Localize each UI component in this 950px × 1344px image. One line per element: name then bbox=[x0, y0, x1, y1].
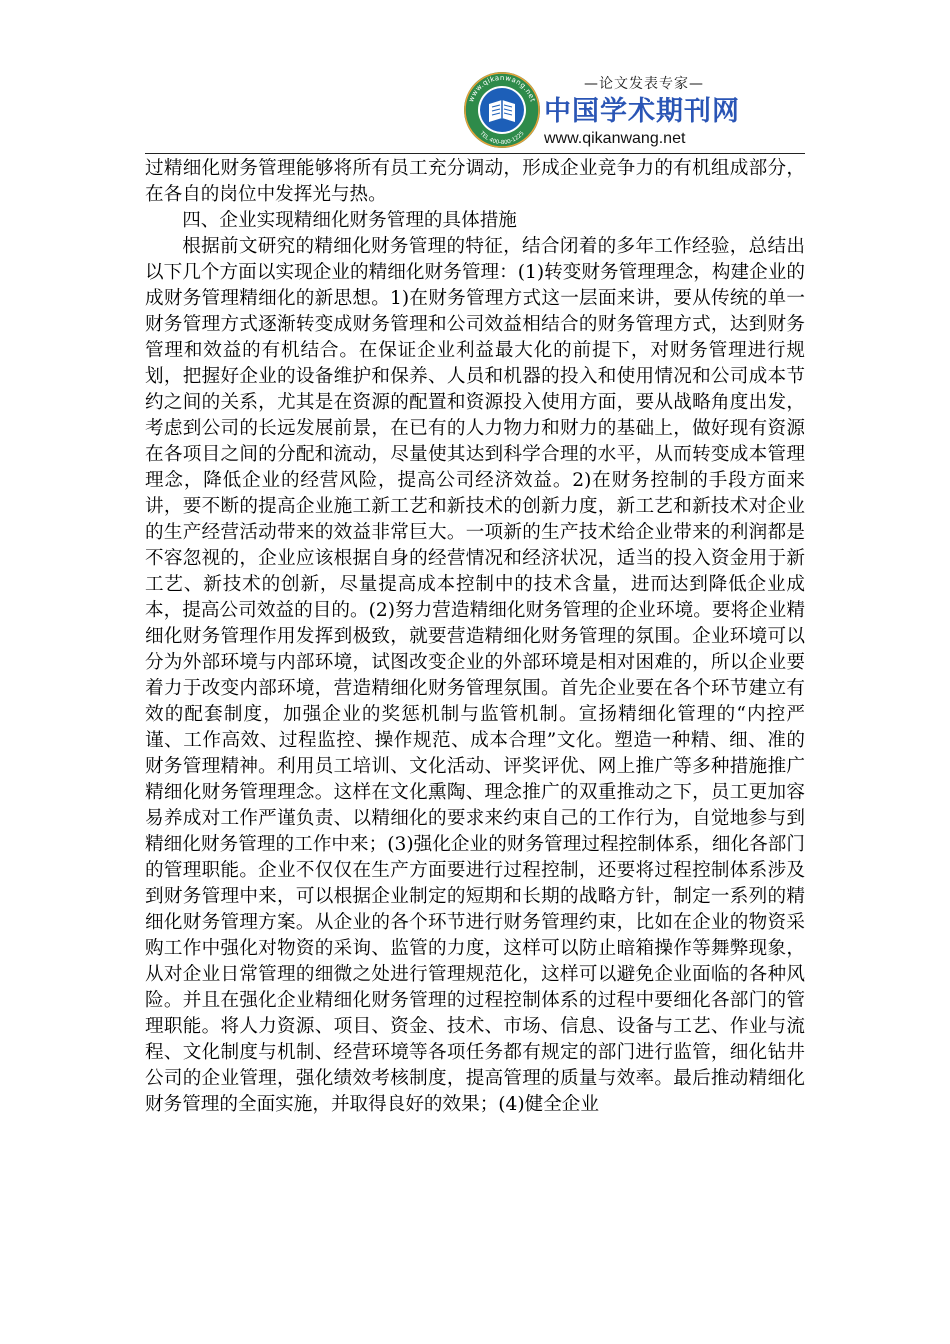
logo-ring-tel: TEL 400-800-1225 bbox=[478, 130, 526, 147]
paragraph-continuation: 过精细化财务管理能够将所有员工充分调动，形成企业竞争力的有机组成部分，在各自的岗位中发挥光与热。 bbox=[145, 158, 805, 205]
site-logo bbox=[462, 70, 542, 150]
svg-text:TEL 400-800-1225 bbox=[478, 130, 526, 146]
logo-ring-url: www.qikanwang.net bbox=[467, 73, 537, 104]
section-heading: 四、企业实现精细化财务管理的具体措施 bbox=[182, 210, 517, 231]
logo-ring-text bbox=[462, 70, 542, 150]
page-header bbox=[0, 0, 950, 155]
paragraph-measures: 根据前文研究的精细化财务管理的特征，结合闭着的多年工作经验，总结出以下几个方面以实现企业的精细化财务管理：(1)转变财务管理理念，构建企业的成财务管理精细化的新思想。1)在财务管理方式这一层面来讲，要从传统的单一财务管理方式逐渐转变成财务管理和公司效益相结合的财务管理方式，达到财务管理和效益的有机结合。在保证企业利益最大化的前提下，对财务管理进行规划，把握好企业的设备维护和保养、人员和机器的投入和使用情况和公司成本节约之间的关系，尤其是在资源的配置和资源投入使用方面，要从战略角度出发，考虑到公司的长远发展前景，在已有的人力物力和财力的基础上，做好现有资源在各项目之间的分配和流动，尽量使其达到科学合理的水平，从而转变成本管理理念，降低企业的经营风险，提高公司经济效益。2)在财务控制的手段方面来讲，要不断的提高企业施工新工艺和新技术的创新力度，新工艺和新技术对企业的生产经营活动带来的效益非常巨大。一项新的生产技术给企业带来的利润都是不容忽视的，企业应该根据自身的经营情况和经济状况，适当的投入资金用于新工艺、新技术的创新，尽量提高成本控制中的技术含量，进而达到降低企业成本，提高公司效益的目的。(2)努力营造精细化财务管理的企业环境。要将企业精细化财务管理作用发挥到极致，就要营造精细化财务管理的氛围。企业环境可以分为外部环境与内部环境，试图改变企业的外部环境是相对困难的，所以企业要着力于改变内部环境，营造精细化财务管理氛围。首先企业要在各个环节建立有效的配套制度，加强企业的奖惩机制与监管机制。宣扬精细化管理的“内控严谨、工作高效、过程监控、操作规范、成本合理”文化。塑造一种精、细、准的财务管理精神。利用员工培训、文化活动、评奖评优、网上推广等多种措施推广精细化财务管理理念。这样在文化熏陶、理念推广的双重推动之下，员工更加容易养成对工作严谨负责、以精细化的要求来约束自己的工作行为，自觉地参与到精细化财务管理的工作中来；(3)强化企业的财务管理过程控制体系，细化各部门的管理职能。企业不仅仅在生产方面要进行过程控制，还要将过程控制体系涉及到财务管理中来，可以根据企业制定的短期和长期的战略方针，制定一系列的精细化财务管理方案。从企业的各个环节进行财务管理约束，比如在企业的物资采购工作中强化对物资的采询、监管的力度，这样可以防止暗箱操作等舞弊现象，从对企业日常管理的细微之处进行管理规范化，这样可以避免企业面临的各种风险。并且在强化企业精细化财务管理的过程控制体系的过程中要细化各部门的管理职能。将人力资源、项目、资金、技术、市场、信息、设备与工艺、作业与流程、文化制度与机制、经营环境等各项任务都有规定的部门进行监管，细化钻井公司的企业管理，强化绩效考核制度，提高管理的质量与效率。最后推动精细化财务管理的全面实施，并取得良好的效果；(4)健全企业 bbox=[145, 236, 805, 1115]
article-body bbox=[145, 156, 805, 1118]
svg-text:www.qikanwang.net bbox=[467, 74, 537, 103]
brand-slogan: —论文发表专家— bbox=[584, 76, 704, 92]
brand-url[interactable]: www.qikanwang.net bbox=[544, 130, 686, 147]
brand-name: 中国学术期刊网 bbox=[544, 96, 740, 127]
brand-block bbox=[544, 74, 744, 149]
header-divider bbox=[145, 153, 805, 154]
